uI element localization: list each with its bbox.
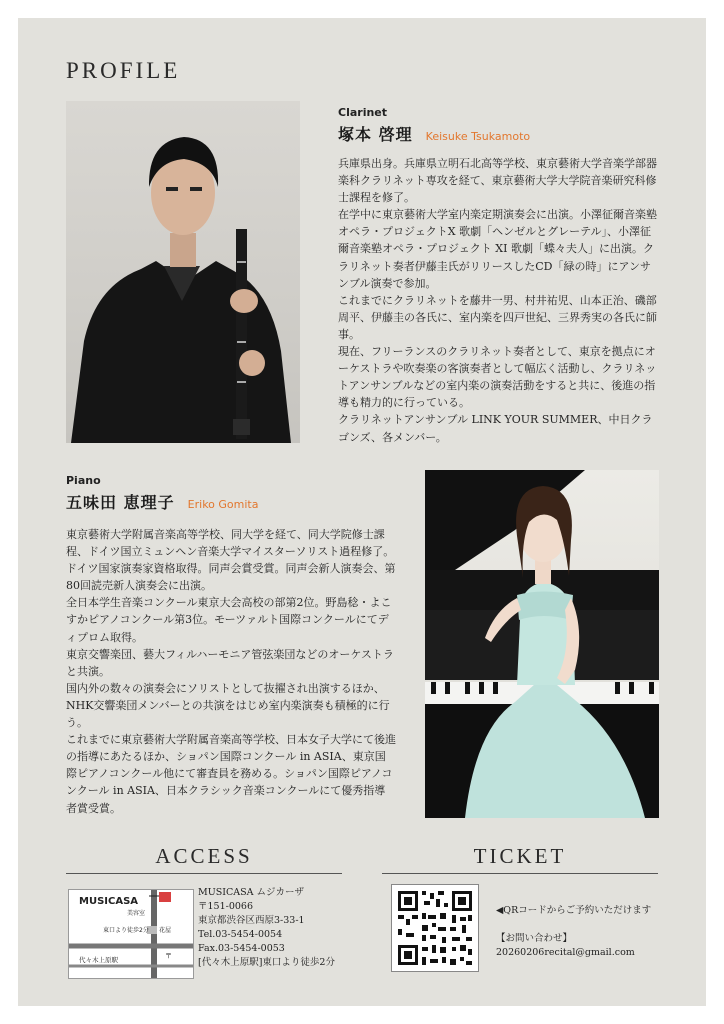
clarinetist-bio-paragraph: クラリネットアンサンブル LINK YOUR SUMMER、中日クラゴンズ、各メンバー。: [338, 413, 653, 444]
contact-email[interactable]: 20260206recital@gmail.com: [496, 947, 635, 958]
map-venue-label: MUSICASA: [79, 896, 139, 907]
postal-code: 〒151-0066: [198, 901, 254, 912]
venue-address: 東京都渋谷区西原3-33-1: [198, 915, 305, 926]
ticket-details: [496, 904, 651, 960]
venue-tel: Tel.03-5454-0054: [198, 929, 283, 940]
map-station-label: 代々木上原駅: [79, 956, 118, 964]
pianist-name-en: Eriko Gomita: [187, 498, 259, 511]
map-post-icon: 〒: [165, 952, 172, 960]
access-map: [68, 889, 194, 979]
clarinetist-photo: [66, 101, 300, 443]
ticket-divider: [382, 873, 658, 874]
pianist-bio-paragraph: これまでに東京藝術大学附属音楽高等学校、日本女子大学にて後進の指導にあたるほか、ショパン国際コンクール in ASIA、東京国際ピアノコンクール他にて審査員を務める。ショパン国際ピアノコンクール in ASIA、日本クラシック音楽コンクールにて優秀指導者賞受賞。: [66, 733, 396, 815]
qr-instruction: ◀QRコードからご予約いただけます: [496, 905, 652, 916]
access-heading: ACCESS: [155, 844, 253, 868]
map-florist-label: 花屋: [159, 927, 172, 934]
flyer-page: [18, 18, 706, 1006]
map-salon-label: 美容室: [127, 910, 146, 917]
venue-directions: [代々木上原駅]東口より徒歩2分: [198, 957, 335, 968]
clarinetist-name-en: Keisuke Tsukamoto: [425, 130, 531, 143]
pianist-name-block: [66, 474, 258, 513]
clarinetist-name-jp: 塚本 啓理: [338, 125, 413, 144]
clarinet-instrument-label: Clarinet: [338, 106, 388, 119]
map-exit-label: 東口より徒歩2分: [103, 927, 149, 934]
clarinetist-bio: [338, 155, 658, 446]
access-details: [198, 886, 335, 970]
venue-fax: Fax.03-5454-0053: [198, 943, 285, 954]
pianist-photo: [425, 470, 659, 818]
qr-code[interactable]: [391, 884, 479, 972]
inquiry-label: 【お問い合わせ】: [496, 933, 573, 944]
clarinetist-bio-paragraph: これまでにクラリネットを藤井一男、村井祐児、山本正治、磯部周平、伊藤圭の各氏に、室内楽を四戸世紀、三界秀実の各氏に師事。: [338, 293, 657, 341]
pianist-name-jp: 五味田 恵理子: [66, 493, 175, 512]
piano-instrument-label: Piano: [66, 474, 101, 487]
pianist-bio-paragraph: 全日本学生音楽コンクール東京大会高校の部第2位。野島稔・よこすかピアノコンクール第3位。モーツァルト国際コンクールにてディプロム取得。: [66, 596, 392, 644]
pianist-bio-paragraph: 東京藝術大学附属音楽高等学校、同大学を経て、同大学院修士課程、ドイツ国立ミュンヘン音楽大学マイスターソリスト過程修了。ドイツ国家演奏家資格取得。同声会賞受賞。同声会新人演奏会、第80回読売新人演奏会に出演。: [66, 528, 396, 593]
clarinetist-name-block: [338, 106, 530, 145]
clarinetist-bio-paragraph: 在学中に東京藝術大学室内楽定期演奏会に出演。小澤征爾音楽塾オペラ・プロジェクトX 歌劇「ヘンゼルとグレーテル」、小澤征爾音楽塾オペラ・プロジェクト XI 歌劇「蝶々夫人」に出演。クラリネット奏者伊藤圭氏がリリースしたCD「緑の時」にアンサンブル演奏で参加。: [338, 208, 657, 290]
clarinetist-bio-paragraph: 兵庫県出身。兵庫県立明石北高等学校、東京藝術大学音楽学部器楽科クラリネット専攻を経て、東京藝術大学大学院音楽研究科修士課程を修了。: [338, 157, 657, 205]
access-divider: [66, 873, 342, 874]
pianist-bio: [66, 526, 396, 817]
pianist-bio-paragraph: 東京交響楽団、藝大フィルハーモニア管弦楽団などのオーケストラと共演。: [66, 647, 394, 678]
profile-heading: PROFILE: [66, 58, 181, 83]
ticket-heading: TICKET: [473, 844, 567, 868]
venue-name: MUSICASA ムジカーザ: [198, 887, 305, 898]
clarinetist-bio-paragraph: 現在、フリーランスのクラリネット奏者として、東京を拠点にオーケストラや吹奏楽の客演奏者として幅広く活動し、クラリネットアンサンブルなどの室内楽の演奏活動をすると共に、後進の指導も精力的に行っている。: [338, 345, 657, 410]
pianist-bio-paragraph: 国内外の数々の演奏会にソリストとして抜擢され出演するほか、NHK交響楽団メンバーとの共演をはじめ室内楽演奏も積極的に行う。: [66, 681, 390, 730]
